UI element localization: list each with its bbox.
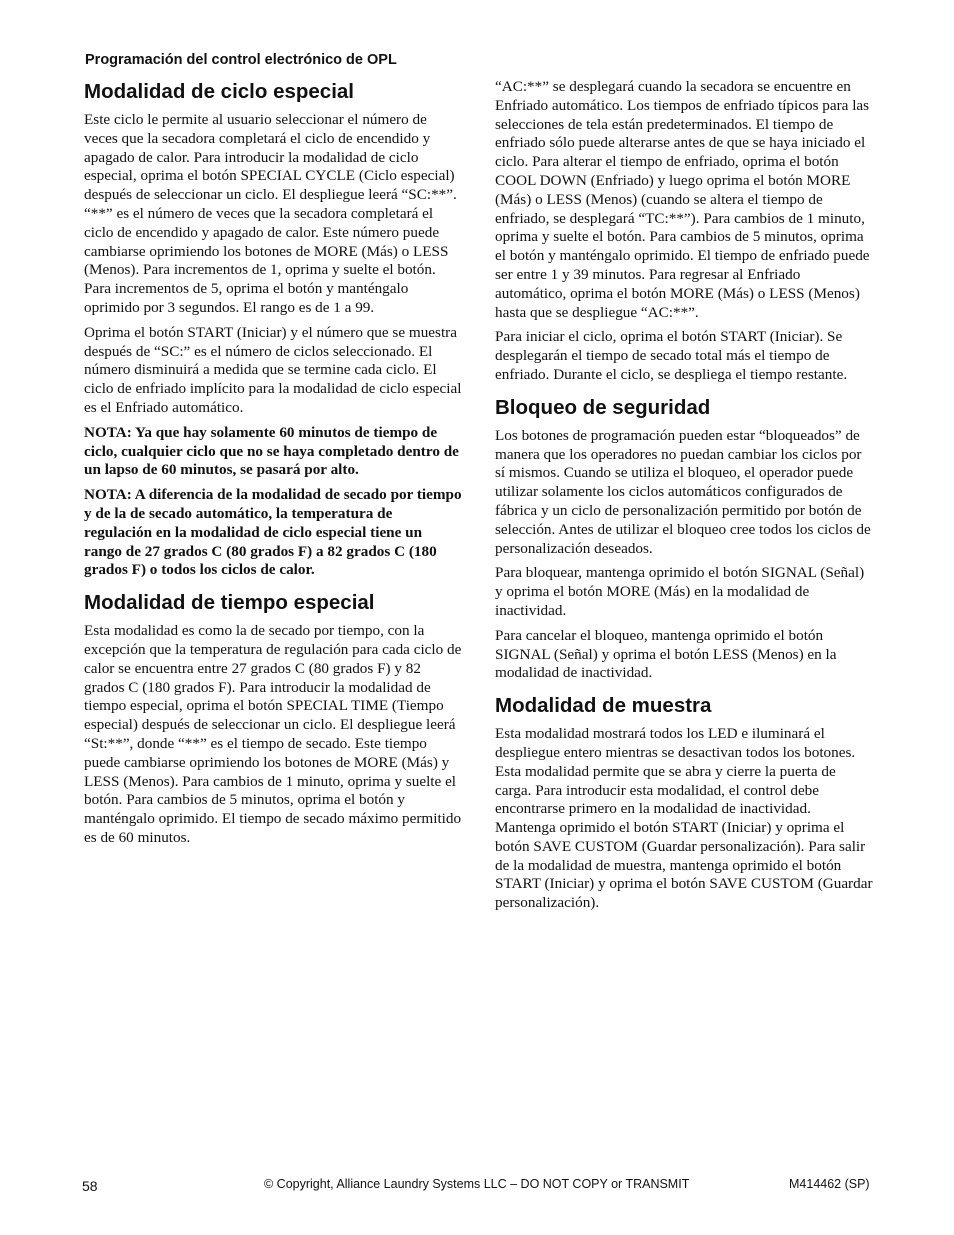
paragraph: Los botones de programación pueden estar “bloqueados” de manera que los operadores no puedan cambiar los ciclos por sí mismos. Cuando se utiliza el bloqueo, el operador puede utilizar solamente los ciclos automáticos configurados de fábrica y un ciclo de personalización permitido por botón de selección. Antes de utilizar el bloqueo cree todos los ciclos de personalización deseados. (495, 426, 871, 557)
note: NOTA: Ya que hay solamente 60 minutos de tiempo de ciclo, cualquier ciclo que no se haya completado dentro de un lapso de 60 minutos, se pasará por alto. (84, 423, 459, 479)
right-column (495, 78, 873, 919)
page-number: 58 (82, 1178, 98, 1194)
section-special-time (84, 590, 462, 848)
section-security-lock (495, 395, 873, 683)
paragraph: Para cancelar el bloqueo, mantenga oprimido el botón SIGNAL (Señal) y oprima el botón LESS (Menos) en la modalidad de inactividad. (495, 626, 837, 682)
note: NOTA: A diferencia de la modalidad de secado por tiempo y de la de secado automático, la temperatura de regulación en la modalidad de ciclo especial tiene un rango de 27 grados C (80 grados F) a 82 grados C (180 grados F) o todos los ciclos de calor. (84, 486, 462, 579)
paragraph: Para iniciar el ciclo, oprima el botón START (Iniciar). Se desplegarán el tiempo de secado total más el tiempo de enfriado. Durante el ciclo, se despliega el tiempo restante. (495, 328, 848, 383)
paragraph: “AC:**” se desplegará cuando la secadora se encuentre en Enfriado automático. Los tiempos de enfriado típicos para las selecciones de tela están predeterminados. El tiempo de enfriado sólo puede alterarse antes de que se haya iniciado el ciclo. Para alterar el tiempo de enfriado, oprima el botón COOL DOWN (Enfriado) y luego oprima el botón MORE (Más) o LESS (Menos) (cuando se altera el tiempo de enfriado, se desplegará “TC:**”). Para cambios de 1 minuto, oprima y suelte el botón. Para cambios de 5 minutos, oprima el botón y manténgalo oprimido. El tiempo de enfriado puede ser entre 1 y 39 minutos. Para regresar al Enfriado automático, oprima el botón MORE (Más) o LESS (Menos) hasta que se despliegue “AC:**”. (495, 78, 870, 321)
paragraph: Para bloquear, mantenga oprimido el botón SIGNAL (Señal) y oprima el botón MORE (Más) en la modalidad de inactividad. (495, 564, 865, 619)
document-id: M414462 (SP) (789, 1177, 870, 1191)
section-heading: Modalidad de muestra (495, 694, 712, 718)
section-special-cycle (84, 79, 462, 580)
running-header: Programación del control electrónico de OPL (85, 52, 397, 68)
copyright-notice: © Copyright, Alliance Laundry Systems LLC – DO NOT COPY or TRANSMIT (264, 1177, 690, 1191)
section-demo-mode (495, 693, 873, 913)
section-heading: Modalidad de ciclo especial (84, 80, 355, 103)
paragraph: Esta modalidad es como la de secado por tiempo, con la excepción que la temperatura de regulación para cada ciclo de calor se encuentra entre 27 grados C (80 grados F) y 82 grados C (180 grados F). Para introducir la modalidad de tiempo especial, oprima el botón SPECIAL TIME (Tiempo especial) después de seleccionar un ciclo. El despliegue leerá “St:**”, donde “**” es el tiempo de secado. Este tiempo puede cambiarse oprimiendo los botones de MORE (Más) y LESS (Menos). Para cambios de 1 minuto, oprima y suelte el botón. Para cambios de 5 minutos, oprima el botón y manténgalo oprimido. El tiempo de secado máximo permitido es de 60 minutos. (84, 622, 462, 846)
paragraph: Esta modalidad mostrará todos los LED e iluminará el despliegue entero mientras se desactivan todos los botones. Esta modalidad permite que se abra y cierre la puerta de carga. Para introducir esta modalidad, el control debe encontrarse primero en la modalidad de inactividad. Mantenga oprimido el botón START (Iniciar) y oprima el botón SAVE CUSTOM (Guardar personalización). Para salir de la modalidad de muestra, mantenga oprimido el botón START (Iniciar) y oprima el botón SAVE CUSTOM (Guardar personalización). (495, 725, 873, 912)
section-heading: Bloqueo de seguridad (495, 395, 711, 419)
section-continuation (495, 78, 873, 385)
paragraph: Oprima el botón START (Iniciar) y el número que se muestra después de “SC:” es el número de ciclos seleccionado. El número disminuirá a medida que se termine cada ciclo. El ciclo de enfriado implícito para la modalidad de ciclo especial es el Enfriado automático. (84, 323, 462, 416)
section-heading: Modalidad de tiempo especial (84, 591, 375, 615)
left-column (84, 78, 462, 854)
paragraph: Este ciclo le permite al usuario seleccionar el número de veces que la secadora completará el ciclo de encendido y apagado de calor. Para introducir la modalidad de ciclo especial, oprima el botón SPECIAL CYCLE (Ciclo especial) después de seleccionar un ciclo. El despliegue leerá “SC:**”. “**” es el número de veces que la secadora completará el ciclo de encendido y apagado de calor. Este número puede cambiarse oprimiendo los botones de MORE (Más) o LESS (Menos). Para incrementos de 1, oprima y suelte el botón. Para incrementos de 5, oprima el botón y manténgalo oprimido por 3 segundos. El rango es de 1 a 99. (84, 111, 457, 316)
